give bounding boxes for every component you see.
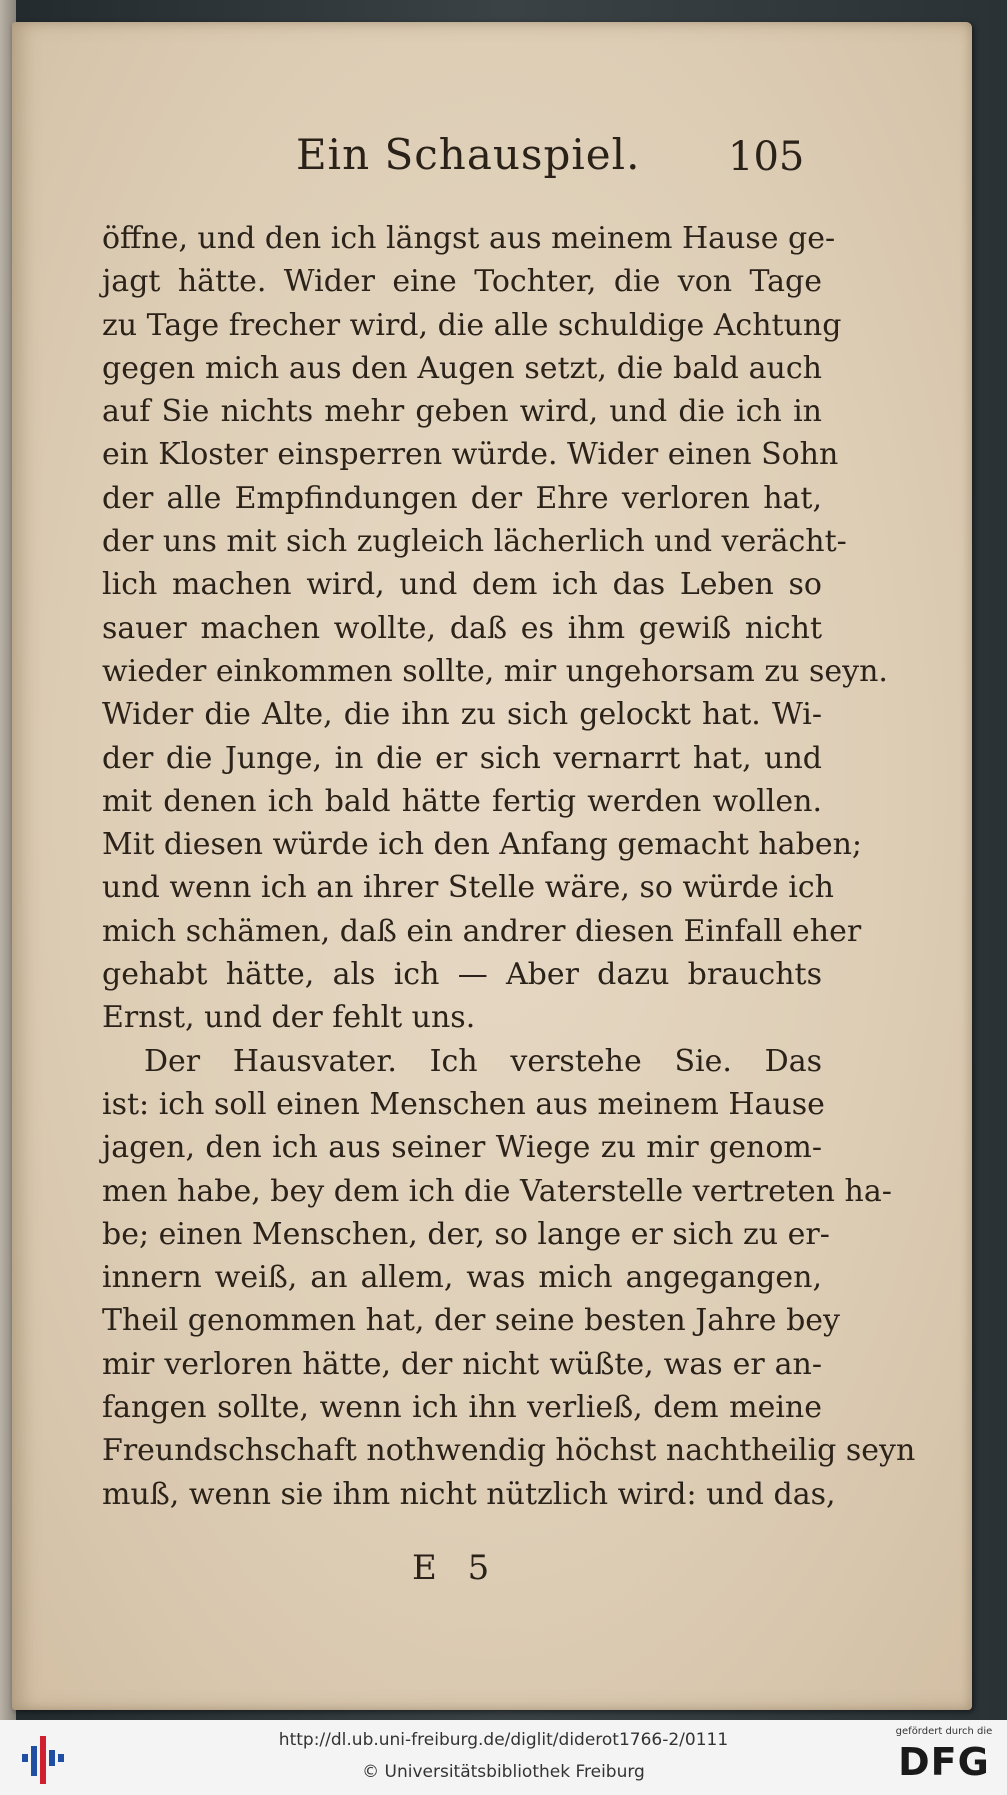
copyright-notice: © Universitätsbibliothek Freiburg xyxy=(362,1762,645,1782)
text-line: muß, wenn sie ihm nicht nützlich wird: und das, xyxy=(102,1476,836,1512)
text-line: auf Sie nichts mehr geben wird, und die ich in xyxy=(102,394,822,430)
text-line: men habe, bey dem ich die Vaterstelle vertreten ha- xyxy=(102,1173,892,1209)
dfg-logo-icon xyxy=(888,1726,1000,1790)
permalink-url[interactable]: http://dl.ub.uni-freiburg.de/diglit/diderot1766-2/0111 xyxy=(278,1730,729,1750)
page-header xyxy=(12,130,972,190)
text-line: Ernst, und der fehlt uns. xyxy=(102,1000,476,1036)
text-line: Wider die Alte, die ihn zu sich gelockt hat. Wi- xyxy=(102,697,822,733)
text-line: jagt hätte. Wider eine Tochter, die von Tage xyxy=(102,264,822,300)
text-line: sauer machen wollte, daß es ihm gewiß nicht xyxy=(102,610,822,646)
text-line: lich machen wird, und dem ich das Leben so xyxy=(102,567,822,603)
running-title: Ein Schauspiel. xyxy=(296,130,641,179)
text-line: der die Junge, in die er sich vernarrt hat, und xyxy=(102,740,822,776)
text-line: der alle Empfindungen der Ehre verloren hat, xyxy=(102,480,822,516)
text-line: öffne, und den ich längst aus meinem Hause ge- xyxy=(102,221,836,256)
text-line: mich schämen, daß ein andrer diesen Einfall eher xyxy=(102,913,862,949)
book-page xyxy=(12,22,972,1710)
text-line: innern weiß, an allem, was mich angegangen, xyxy=(102,1260,822,1296)
speaker-line: Der Hausvater. Ich verstehe Sie. Das xyxy=(144,1043,822,1079)
text-line: jagen, den ich aus seiner Wiege zu mir genom- xyxy=(102,1130,822,1166)
text-line: mir verloren hätte, der nicht wüßte, was er an- xyxy=(102,1346,822,1382)
text-line: Freundschschaft nothwendig höchst nachtheilig seyn xyxy=(102,1433,916,1469)
dfg-mark: DFG xyxy=(898,1740,990,1784)
dfg-caption: gefördert durch die xyxy=(895,1726,993,1737)
signature-mark: E 5 xyxy=(412,1548,500,1588)
text-line: gegen mich aus den Augen setzt, die bald auch xyxy=(102,350,822,386)
text-line: gehabt hätte, als ich — Aber dazu brauchts xyxy=(102,957,822,993)
text-line: ein Kloster einsperren würde. Wider einen Sohn xyxy=(102,437,839,473)
text-line: Theil genommen hat, der seine besten Jahre bey xyxy=(102,1303,840,1339)
page-number: 105 xyxy=(728,134,805,180)
body-text xyxy=(102,217,916,1516)
text-line: be; einen Menschen, der, so lange er sich zu er- xyxy=(102,1216,830,1252)
text-line: ist: ich soll einen Menschen aus meinem Hause xyxy=(102,1086,825,1122)
viewer-footer xyxy=(0,1720,1007,1795)
text-line: mit denen ich bald hätte fertig werden wollen. xyxy=(102,783,822,819)
text-line: wieder einkommen sollte, mir ungehorsam zu seyn. xyxy=(102,653,888,689)
text-line: Mit diesen würde ich den Anfang gemacht haben; xyxy=(102,827,863,863)
text-line: zu Tage frecher wird, die alle schuldige Achtung xyxy=(102,307,842,343)
text-line: fangen sollte, wenn ich ihn verließ, dem meine xyxy=(102,1390,822,1426)
text-line: und wenn ich an ihrer Stelle wäre, so würde ich xyxy=(102,870,834,906)
text-line: der uns mit sich zugleich lächerlich und verächt- xyxy=(102,524,847,560)
